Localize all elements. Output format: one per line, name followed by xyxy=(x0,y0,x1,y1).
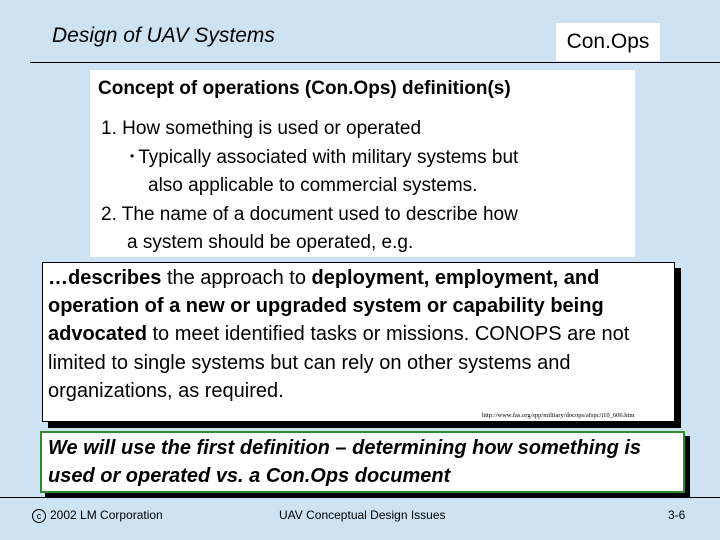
quote-lead: …describes xyxy=(48,267,162,289)
header-divider xyxy=(30,62,720,63)
copyright-icon: c xyxy=(32,509,46,523)
copyright-text: 2002 LM Corporation xyxy=(50,508,163,522)
footer-title: UAV Conceptual Design Issues xyxy=(279,508,446,522)
source-link[interactable]: http://www.fas.org/spp/military/docops/afspc/i10_606.htm xyxy=(482,412,635,419)
definition-item-1: 1. How something is used or operated xyxy=(101,118,422,139)
bullet-icon: • xyxy=(130,149,135,163)
definition-item-2-continued: a system should be operated, e.g. xyxy=(127,232,414,253)
page-number: 3-6 xyxy=(668,508,686,522)
quote-emphasis: deployment, employment, and operation of a new or upgraded system or capability being advocated xyxy=(48,267,604,346)
note-text: We will use the first definition – determining how something is used or operated vs. a Con.Ops document xyxy=(48,437,642,487)
conops-quote xyxy=(48,264,672,405)
definition-heading: Concept of operations (Con.Ops) definition(s) xyxy=(98,78,511,99)
definition-subitem xyxy=(130,147,518,169)
slide-header-title: Design of UAV Systems xyxy=(52,24,275,47)
quote-text-end: to meet identified tasks or missions. CONOPS are not limited to single systems but can rely on other systems and organizations, as required. xyxy=(48,323,630,402)
definition-item-2: 2. The name of a document used to describe how xyxy=(101,204,518,225)
section-tag: Con.Ops xyxy=(556,23,660,61)
definition-subitem-continued: also applicable to commercial systems. xyxy=(148,175,478,196)
footer-copyright xyxy=(32,508,163,523)
footer-divider xyxy=(0,497,720,498)
quote-text: the approach to xyxy=(161,267,312,289)
definition-subitem-text: Typically associated with military systems but xyxy=(138,147,519,168)
